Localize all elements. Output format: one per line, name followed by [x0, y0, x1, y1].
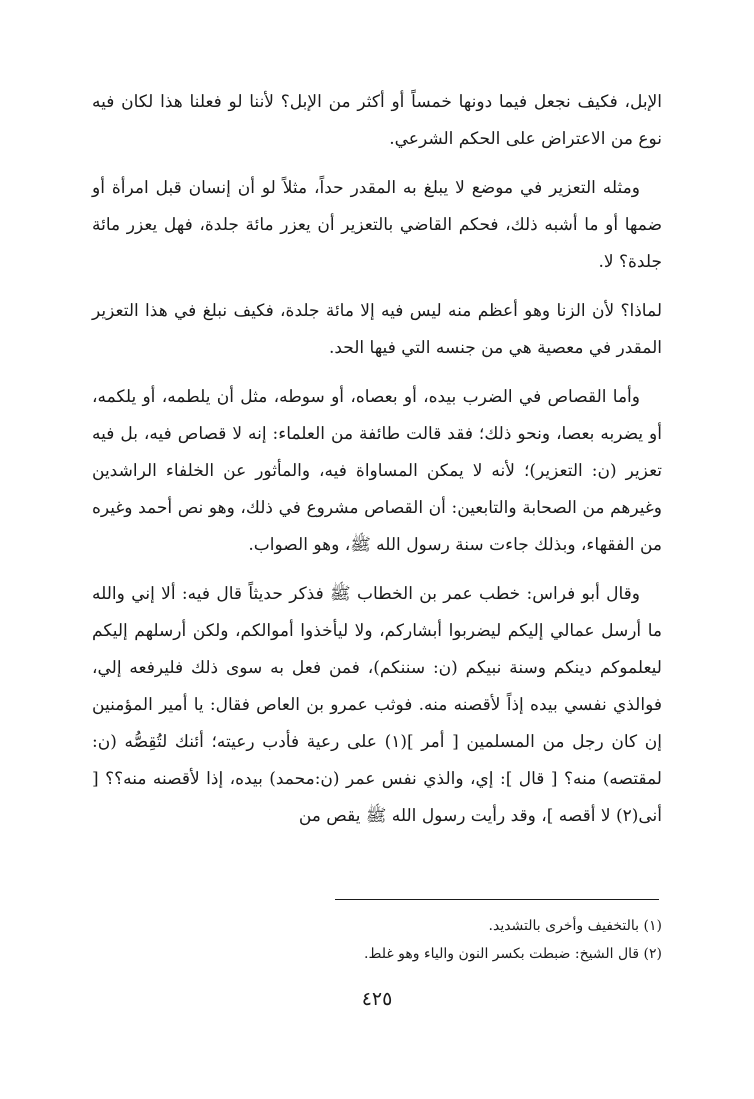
- body-text: [92, 84, 662, 847]
- paragraph-3: لماذا؟ لأن الزنا وهو أعظم منه ليس فيه إلا مائة جلدة، فكيف نبلغ في هذا التعزير المقدر في معصية هي من جنسه التي فيها الحد.: [92, 301, 662, 358]
- paragraph-5: وقال أبو فراس: خطب عمر بن الخطاب ﷺ فذكر حديثاً قال فيه: ألا إني والله ما أرسل عمالي إليكم ليضربوا أبشاركم، ولا ليأخذوا أموالكم، ولكن أرسلهم إليكم ليعلموكم دينكم وسنة نبيكم (ن: سننكم)، فمن فعل به سوى ذلك فليرفعه إلي، فوالذي نفسي بيده إذاً لأقصنه منه. فوثب عمرو بن العاص فقال: يا أمير المؤمنين إن كان رجل من المسلمين [ أمر ](١) على رعية فأدب رعيته؛ أئنك لتُقِصُّه (ن: لمقتصه) منه؟ [ قال ]: إي، والذي نفس عمر (ن:محمد) بيده، إذا لأقصنه منه؟؟ [ أنى(٢) لا أقصه ]، وقد رأيت رسول الله ﷺ يقص من: [92, 584, 662, 826]
- page-number: ٤٢٥: [361, 988, 393, 1010]
- footnote-1: (١) بالتخفيف وأخرى بالتشديد.: [488, 918, 662, 934]
- paragraph-1: الإبل، فكيف نجعل فيما دونها خمساً أو أكثر من الإبل؟ لأننا لو فعلنا هذا لكان فيه نوع من الاعتراض على الحكم الشرعي.: [92, 92, 662, 149]
- paragraph-2: ومثله التعزير في موضع لا يبلغ به المقدر حداً، مثلاً لو أن إنسان قبل امرأة أو ضمها أو ما أشبه ذلك، فحكم القاضي بالتعزير أن يعزر مائة جلدة، فهل يعزر مائة جلدة؟ لا.: [92, 178, 662, 272]
- paragraph-4: وأما القصاص في الضرب بيده، أو بعصاه، أو سوطه، مثل أن يلطمه، أو يلكمه، أو يضربه بعصا، ونحو ذلك؛ فقد قالت طائفة من العلماء: إنه لا قصاص فيه، بل فيه تعزير (ن: التعزير)؛ لأنه لا يمكن المساواة فيه، والمأثور عن الخلفاء الراشدين وغيرهم من الصحابة والتابعين: أن القصاص مشروع في ذلك، وهو نص أحمد وغيره من الفقهاء، وبذلك جاءت سنة رسول الله ﷺ، وهو الصواب.: [92, 387, 662, 555]
- footnotes: [92, 912, 662, 968]
- footnote-2: (٢) قال الشيخ: ضبطت بكسر النون والياء وهو غلط.: [364, 946, 662, 962]
- footnote-divider: [335, 899, 659, 900]
